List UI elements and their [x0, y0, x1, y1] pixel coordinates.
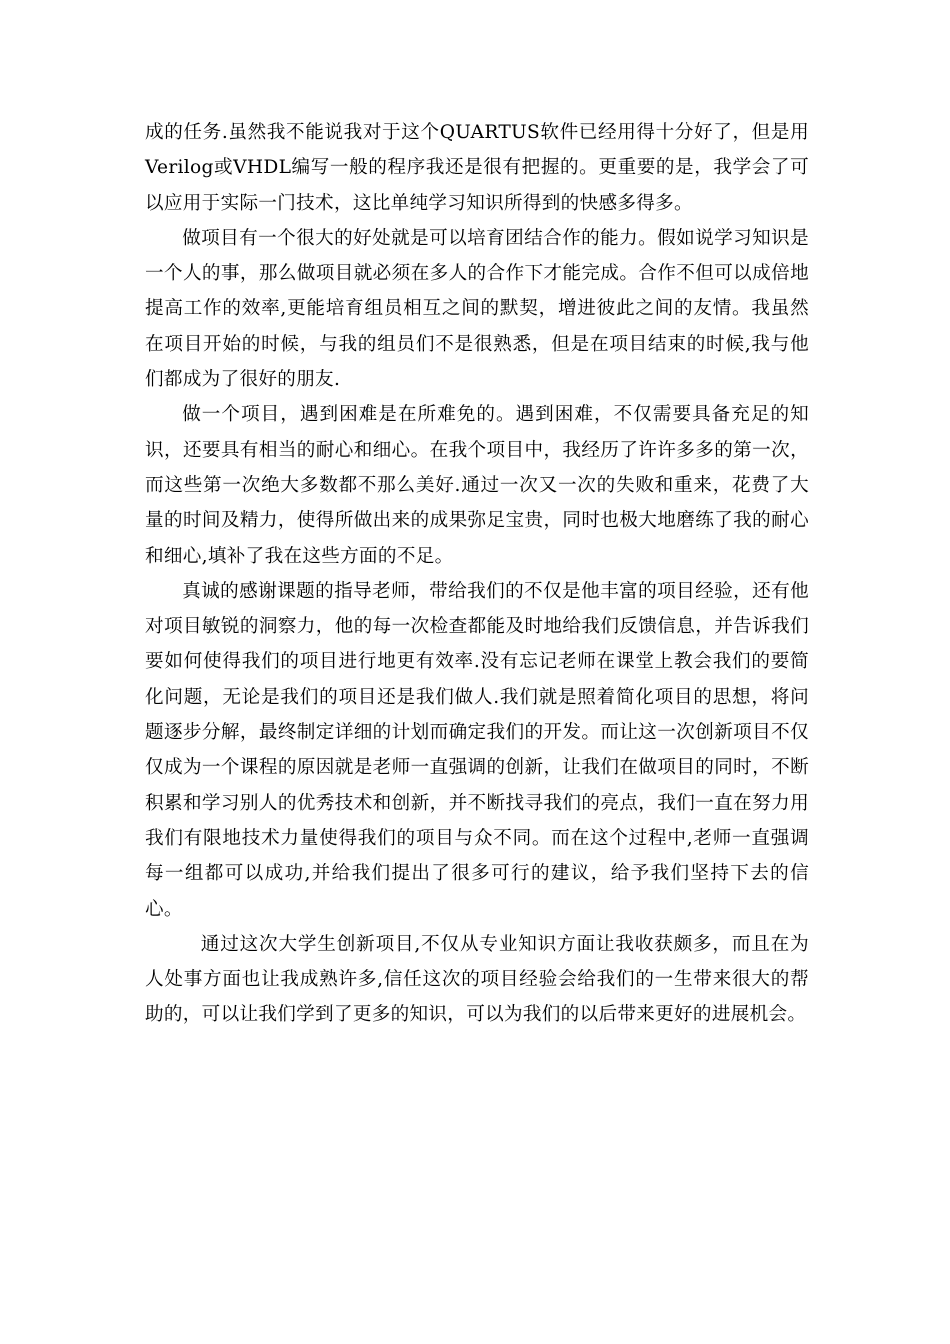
paragraph-3: 做一个项目，遇到困难是在所难免的。遇到困难，不仅需要具备充足的知识，还要具有相当的耐心和细心。在我个项目中，我经历了许许多多的第一次，而这些第一次绝大多数都不那么美好.通过一次又一次的失败和重来，花费了大量的时间及精力，使得所做出来的成果弥足宝贵，同时也极大地磨练了我的耐心和细心,填补了我在这些方面的不足。	[145, 404, 809, 567]
paragraph-2: 做项目有一个很大的好处就是可以培育团结合作的能力。假如说学习知识是一个人的事，那么做项目就必须在多人的合作下才能完成。合作不但可以成倍地提高工作的效率,更能培育组员相互之间的默契，增进彼此之间的友情。我虽然在项目开始的时候，与我的组员们不是很熟悉，但是在项目结束的时候,我与他们都成为了很好的朋友.	[145, 227, 809, 391]
paragraph-5: 通过这次大学生创新项目,不仅从专业知识方面让我收获颇多，而且在为人处事方面也让我成熟许多,信任这次的项目经验会给我们的一生带来很大的帮助的，可以让我们学到了更多的知识，可以为我们的以后带来更好的进展机会。	[145, 933, 809, 1026]
document-body	[145, 115, 809, 1033]
paragraph-4: 真诚的感谢课题的指导老师，带给我们的不仅是他丰富的项目经验，还有他对项目敏锐的洞察力，他的每一次检查都能及时地给我们反馈信息，并告诉我们要如何使得我们的项目进行地更有效率.没有忘记老师在课堂上教会我们的要简化问题，无论是我们的项目还是我们做人.我们就是照着简化项目的思想，将问题逐步分解，最终制定详细的计划而确定我们的开发。而让这一次创新项目不仅仅成为一个课程的原因就是老师一直强调的创新，让我们在做项目的同时，不断积累和学习别人的优秀技术和创新，并不断找寻我们的亮点，我们一直在努力用我们有限地技术力量使得我们的项目与众不同。而在这个过程中,老师一直强调每一组都可以成功,并给我们提出了很多可行的建议，给予我们坚持下去的信心。	[145, 580, 809, 920]
paragraph-1: 成的任务.虽然我不能说我对于这个QUARTUS软件已经用得十分好了，但是用Verilog或VHDL编写一般的程序我还是很有把握的。更重要的是，我学会了可以应用于实际一门技术，这比单纯学习知识所得到的快感多得多。	[145, 122, 809, 214]
